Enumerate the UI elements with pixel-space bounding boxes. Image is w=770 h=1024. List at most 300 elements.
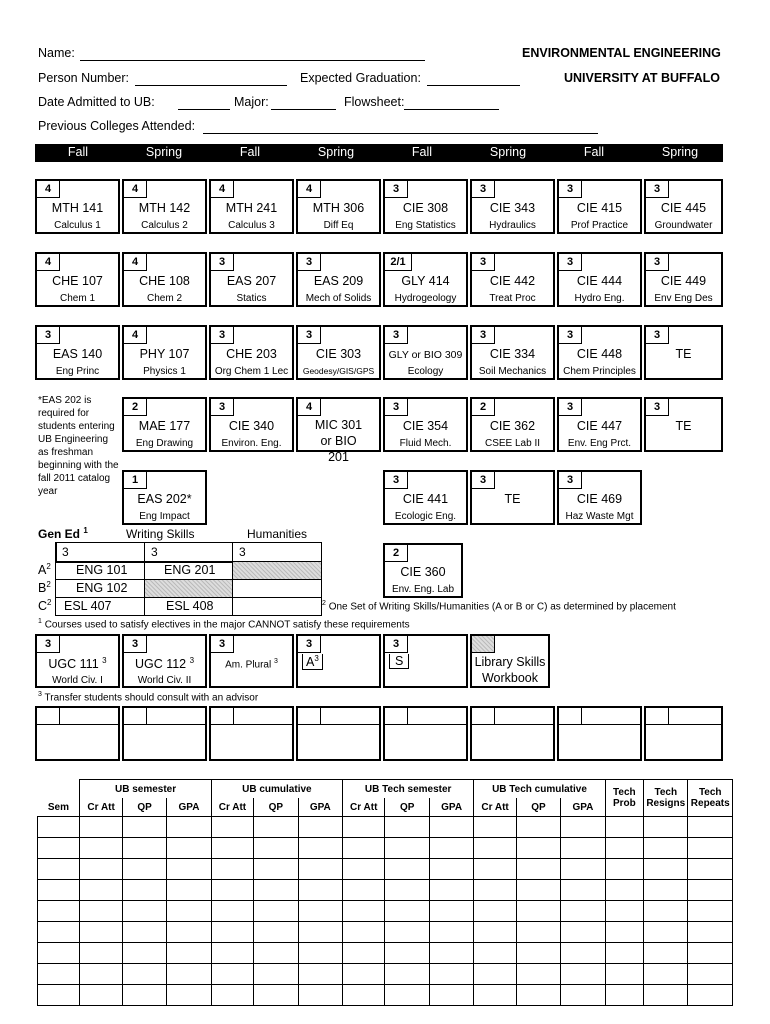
course-box[interactable] bbox=[209, 252, 294, 307]
course-title: Calculus 1 bbox=[54, 220, 101, 231]
blank-course-box[interactable] bbox=[35, 706, 120, 761]
table-cell[interactable] bbox=[605, 880, 643, 901]
course-credits: 1 bbox=[124, 472, 147, 489]
table-cell[interactable] bbox=[343, 985, 385, 1006]
library-skills-box[interactable] bbox=[470, 634, 550, 688]
grade-rows[interactable] bbox=[38, 817, 733, 1006]
table-cell[interactable] bbox=[474, 943, 516, 964]
table-cell[interactable] bbox=[80, 922, 122, 943]
table-cell[interactable] bbox=[605, 859, 643, 880]
course-code: MTH 306 bbox=[312, 201, 365, 215]
table-cell[interactable] bbox=[38, 943, 80, 964]
sem-header: Sem bbox=[38, 780, 80, 817]
course-title: Org Chem 1 Lec bbox=[214, 366, 289, 377]
course-title: Haz Waste Mgt bbox=[565, 511, 634, 522]
semester-label: Spring bbox=[661, 145, 699, 159]
course-box[interactable] bbox=[296, 397, 381, 464]
table-cell[interactable] bbox=[429, 901, 473, 922]
table-cell[interactable] bbox=[80, 838, 122, 859]
table-cell[interactable] bbox=[211, 901, 253, 922]
gened-row-label: $A^2$ bbox=[38, 562, 51, 578]
course-box[interactable] bbox=[209, 179, 294, 234]
course-title: Ecology bbox=[407, 366, 444, 377]
course-credits bbox=[646, 708, 669, 725]
course-code: CIE 442 bbox=[489, 274, 536, 288]
table-cell[interactable] bbox=[644, 838, 688, 859]
course-credits: 3 bbox=[385, 327, 408, 344]
table-cell[interactable] bbox=[474, 859, 516, 880]
subcol-header: QP bbox=[516, 798, 560, 817]
group-header: UB Tech cumulative bbox=[474, 780, 605, 799]
course-box[interactable] bbox=[557, 325, 642, 380]
gened-credits: 3 bbox=[151, 545, 158, 559]
major-label: Major: bbox=[234, 95, 269, 109]
course-title: CSEE Lab II bbox=[484, 438, 541, 449]
blank-course-box[interactable] bbox=[470, 706, 555, 761]
table-cell[interactable] bbox=[211, 922, 253, 943]
table-cell[interactable] bbox=[385, 901, 429, 922]
table-cell[interactable] bbox=[122, 922, 166, 943]
table-cell[interactable] bbox=[298, 901, 342, 922]
table-cell[interactable] bbox=[385, 985, 429, 1006]
course-code: CIE 445 bbox=[660, 201, 707, 215]
table-row[interactable] bbox=[38, 922, 733, 943]
gened-credits: 3 bbox=[62, 545, 69, 559]
course-box[interactable] bbox=[470, 470, 555, 525]
footnote-3: $^3$ Transfer students should consult with an advisor bbox=[38, 691, 259, 704]
table-cell[interactable] bbox=[211, 964, 253, 985]
table-cell[interactable] bbox=[38, 838, 80, 859]
table-cell[interactable] bbox=[688, 859, 733, 880]
flowsheet-field[interactable] bbox=[404, 95, 499, 110]
table-cell[interactable] bbox=[254, 964, 298, 985]
table-cell[interactable] bbox=[474, 922, 516, 943]
gened-credits: 3 bbox=[239, 545, 246, 559]
table-cell[interactable] bbox=[605, 838, 643, 859]
table-cell[interactable] bbox=[561, 901, 605, 922]
table-cell[interactable] bbox=[343, 964, 385, 985]
table-cell[interactable] bbox=[122, 817, 166, 838]
course-credits: 3 bbox=[646, 254, 669, 271]
gened-row-label: $B^2$ bbox=[38, 580, 51, 596]
course-title: Env. Eng Prct. bbox=[567, 438, 632, 449]
table-cell[interactable] bbox=[254, 880, 298, 901]
course-box[interactable] bbox=[383, 634, 468, 688]
course-code: CIE 343 bbox=[489, 201, 536, 215]
table-cell[interactable] bbox=[605, 964, 643, 985]
course-box[interactable] bbox=[35, 179, 120, 234]
table-cell[interactable] bbox=[254, 943, 298, 964]
table-cell[interactable] bbox=[429, 880, 473, 901]
table-cell[interactable] bbox=[429, 838, 473, 859]
course-title: Hydrogeology bbox=[394, 293, 457, 304]
table-cell[interactable] bbox=[80, 964, 122, 985]
table-cell[interactable] bbox=[474, 880, 516, 901]
table-cell[interactable] bbox=[211, 880, 253, 901]
course-box[interactable] bbox=[644, 325, 723, 380]
table-cell[interactable] bbox=[80, 985, 122, 1006]
course-box[interactable] bbox=[209, 397, 294, 452]
course-box[interactable] bbox=[557, 179, 642, 234]
course-code: CIE 334 bbox=[489, 347, 536, 361]
course-code: CIE 340 bbox=[228, 419, 275, 433]
course-credits bbox=[298, 708, 321, 725]
table-cell[interactable] bbox=[385, 964, 429, 985]
course-credits: 3 bbox=[37, 327, 60, 344]
table-cell[interactable] bbox=[429, 817, 473, 838]
subcol-header: QP bbox=[122, 798, 166, 817]
table-cell[interactable] bbox=[298, 859, 342, 880]
table-cell[interactable] bbox=[167, 817, 211, 838]
table-cell[interactable] bbox=[254, 859, 298, 880]
course-box[interactable] bbox=[296, 179, 381, 234]
table-cell[interactable] bbox=[80, 943, 122, 964]
course-box[interactable] bbox=[383, 252, 468, 307]
table-cell[interactable] bbox=[688, 964, 733, 985]
table-row[interactable] bbox=[38, 838, 733, 859]
footnote-2: $^2$ One Set of Writing Skills/Humanities (A or B or C) as determined by placement bbox=[322, 600, 676, 613]
previous-colleges-field[interactable] bbox=[203, 119, 598, 134]
course-title: World Civ. II bbox=[137, 675, 192, 686]
gened-course: ENG 201 bbox=[164, 563, 216, 577]
table-cell[interactable] bbox=[644, 985, 688, 1006]
table-cell[interactable] bbox=[688, 880, 733, 901]
course-box[interactable] bbox=[557, 397, 642, 452]
table-cell[interactable] bbox=[561, 880, 605, 901]
course-credits: 4 bbox=[211, 181, 234, 198]
course-credits: 2 bbox=[385, 545, 408, 562]
course-credits: 3 bbox=[211, 327, 234, 344]
person-number-label: Person Number: bbox=[38, 71, 130, 85]
table-cell[interactable] bbox=[561, 943, 605, 964]
course-code: CHE 107 bbox=[52, 274, 103, 288]
course-title: Fluid Mech. bbox=[399, 438, 452, 449]
table-cell[interactable] bbox=[122, 859, 166, 880]
table-cell[interactable] bbox=[688, 985, 733, 1006]
course-box[interactable] bbox=[383, 470, 468, 525]
table-cell[interactable] bbox=[385, 859, 429, 880]
table-cell[interactable] bbox=[644, 817, 688, 838]
table-cell[interactable] bbox=[254, 901, 298, 922]
table-cell[interactable] bbox=[298, 817, 342, 838]
table-cell[interactable] bbox=[474, 964, 516, 985]
course-credits: 3 bbox=[298, 636, 321, 653]
table-cell[interactable] bbox=[644, 922, 688, 943]
table-cell[interactable] bbox=[298, 880, 342, 901]
table-cell[interactable] bbox=[516, 901, 560, 922]
table-cell[interactable] bbox=[561, 859, 605, 880]
table-row[interactable] bbox=[38, 817, 733, 838]
course-box[interactable] bbox=[296, 325, 381, 380]
table-cell[interactable] bbox=[474, 985, 516, 1006]
table-cell[interactable] bbox=[516, 817, 560, 838]
table-cell[interactable] bbox=[429, 859, 473, 880]
gened-course: ENG 102 bbox=[76, 581, 128, 595]
table-row[interactable] bbox=[38, 943, 733, 964]
gened-course: ESL 408 bbox=[166, 599, 214, 613]
blank-course-box[interactable] bbox=[557, 706, 642, 761]
table-cell[interactable] bbox=[385, 817, 429, 838]
table-cell[interactable] bbox=[298, 964, 342, 985]
course-title: Chem 1 bbox=[59, 293, 95, 304]
table-cell[interactable] bbox=[80, 880, 122, 901]
table-cell[interactable] bbox=[167, 943, 211, 964]
flowsheet-label: Flowsheet: bbox=[344, 95, 405, 109]
table-cell[interactable] bbox=[38, 880, 80, 901]
table-cell[interactable] bbox=[122, 838, 166, 859]
gened-grid bbox=[55, 542, 322, 616]
blank-course-box[interactable] bbox=[122, 706, 207, 761]
table-cell[interactable] bbox=[343, 901, 385, 922]
table-cell[interactable] bbox=[474, 901, 516, 922]
table-cell[interactable] bbox=[644, 943, 688, 964]
course-box[interactable] bbox=[122, 252, 207, 307]
course-code: MTH 241 bbox=[225, 201, 278, 215]
table-cell[interactable] bbox=[644, 880, 688, 901]
table-cell[interactable] bbox=[516, 985, 560, 1006]
table-cell[interactable] bbox=[167, 880, 211, 901]
table-cell[interactable] bbox=[385, 922, 429, 943]
blank-course-box[interactable] bbox=[296, 706, 381, 761]
table-cell[interactable] bbox=[429, 922, 473, 943]
table-row[interactable] bbox=[38, 964, 733, 985]
table-cell[interactable] bbox=[38, 922, 80, 943]
table-cell[interactable] bbox=[561, 922, 605, 943]
blank-course-box[interactable] bbox=[209, 706, 294, 761]
table-cell[interactable] bbox=[688, 901, 733, 922]
course-code: S bbox=[389, 654, 409, 669]
expected-graduation-field[interactable] bbox=[427, 71, 520, 86]
course-box[interactable] bbox=[383, 397, 468, 452]
course-code: CIE 447 bbox=[576, 419, 623, 433]
table-cell[interactable] bbox=[429, 964, 473, 985]
table-cell[interactable] bbox=[644, 964, 688, 985]
table-cell[interactable] bbox=[38, 859, 80, 880]
table-cell[interactable] bbox=[343, 817, 385, 838]
course-box[interactable] bbox=[383, 179, 468, 234]
table-cell[interactable] bbox=[343, 859, 385, 880]
table-cell[interactable] bbox=[516, 838, 560, 859]
course-code: PHY 107 bbox=[139, 347, 190, 361]
table-row[interactable] bbox=[38, 880, 733, 901]
group-header: UB Tech semester bbox=[343, 780, 474, 799]
table-cell[interactable] bbox=[474, 838, 516, 859]
course-box[interactable] bbox=[470, 252, 555, 307]
major-field[interactable] bbox=[271, 95, 336, 110]
course-code: CIE 449 bbox=[660, 274, 707, 288]
tech-resigns-header: Tech Resigns bbox=[644, 780, 688, 817]
table-cell[interactable] bbox=[254, 985, 298, 1006]
table-cell[interactable] bbox=[122, 964, 166, 985]
table-cell[interactable] bbox=[605, 943, 643, 964]
course-credits: 3 bbox=[385, 636, 408, 653]
table-cell[interactable] bbox=[688, 943, 733, 964]
table-cell[interactable] bbox=[429, 985, 473, 1006]
course-credits: 3 bbox=[559, 254, 582, 271]
table-cell[interactable] bbox=[688, 817, 733, 838]
table-cell[interactable] bbox=[167, 838, 211, 859]
table-cell[interactable] bbox=[688, 922, 733, 943]
course-box[interactable] bbox=[383, 543, 463, 598]
humanities-label: Humanities bbox=[247, 527, 308, 541]
semester-label: Fall bbox=[239, 145, 261, 159]
table-cell[interactable] bbox=[254, 817, 298, 838]
table-cell[interactable] bbox=[122, 985, 166, 1006]
table-cell[interactable] bbox=[385, 838, 429, 859]
course-box[interactable] bbox=[644, 252, 723, 307]
table-row[interactable] bbox=[38, 985, 733, 1006]
course-box[interactable] bbox=[35, 252, 120, 307]
hatched-cell bbox=[472, 636, 495, 653]
table-cell[interactable] bbox=[644, 859, 688, 880]
person-number-field[interactable] bbox=[135, 71, 287, 86]
course-box[interactable] bbox=[470, 325, 555, 380]
table-cell[interactable] bbox=[561, 985, 605, 1006]
course-code: CIE 360 bbox=[400, 565, 446, 579]
table-cell[interactable] bbox=[516, 964, 560, 985]
course-credits: 3 bbox=[646, 327, 669, 344]
course-title: Chem Principles bbox=[563, 366, 636, 377]
table-cell[interactable] bbox=[688, 838, 733, 859]
blank-course-box[interactable] bbox=[383, 706, 468, 761]
table-row[interactable] bbox=[38, 901, 733, 922]
table-cell[interactable] bbox=[167, 922, 211, 943]
table-cell[interactable] bbox=[38, 901, 80, 922]
table-cell[interactable] bbox=[561, 817, 605, 838]
table-cell[interactable] bbox=[298, 943, 342, 964]
course-title: Mech of Solids bbox=[305, 293, 372, 304]
group-header: UB semester bbox=[80, 780, 211, 799]
table-cell[interactable] bbox=[298, 922, 342, 943]
table-cell[interactable] bbox=[644, 901, 688, 922]
table-cell[interactable] bbox=[516, 880, 560, 901]
course-credits: 3 bbox=[385, 399, 408, 416]
gened-course: ESL 407 bbox=[64, 599, 112, 613]
table-cell[interactable] bbox=[211, 859, 253, 880]
course-title: Calculus 2 bbox=[141, 220, 188, 231]
course-credits: 3 bbox=[472, 472, 495, 489]
subcol-header: GPA bbox=[298, 798, 342, 817]
course-box[interactable] bbox=[557, 470, 642, 525]
table-cell[interactable] bbox=[343, 838, 385, 859]
course-box[interactable] bbox=[470, 179, 555, 234]
course-credits: 3 bbox=[559, 472, 582, 489]
course-box[interactable] bbox=[557, 252, 642, 307]
writing-skills-label: Writing Skills bbox=[126, 527, 195, 541]
subcol-header: QP bbox=[385, 798, 429, 817]
table-cell[interactable] bbox=[561, 964, 605, 985]
table-cell[interactable] bbox=[516, 922, 560, 943]
table-row[interactable] bbox=[38, 859, 733, 880]
table-cell[interactable] bbox=[211, 838, 253, 859]
table-cell[interactable] bbox=[122, 943, 166, 964]
table-cell[interactable] bbox=[298, 838, 342, 859]
course-box[interactable] bbox=[644, 179, 723, 234]
table-cell[interactable] bbox=[80, 817, 122, 838]
table-cell[interactable] bbox=[80, 901, 122, 922]
table-cell[interactable] bbox=[343, 922, 385, 943]
table-cell[interactable] bbox=[429, 943, 473, 964]
course-code: TE bbox=[675, 347, 692, 361]
course-box[interactable] bbox=[296, 252, 381, 307]
table-cell[interactable] bbox=[38, 985, 80, 1006]
table-cell[interactable] bbox=[254, 922, 298, 943]
table-cell[interactable] bbox=[605, 985, 643, 1006]
course-code: GLY or BIO 309 bbox=[388, 349, 463, 361]
table-cell[interactable] bbox=[254, 838, 298, 859]
table-cell[interactable] bbox=[605, 901, 643, 922]
course-box[interactable] bbox=[122, 179, 207, 234]
blank-course-box[interactable] bbox=[644, 706, 723, 761]
table-cell[interactable] bbox=[211, 985, 253, 1006]
table-cell[interactable] bbox=[298, 985, 342, 1006]
name-field[interactable] bbox=[80, 46, 425, 61]
table-cell[interactable] bbox=[211, 817, 253, 838]
course-box[interactable] bbox=[644, 397, 723, 452]
table-cell[interactable] bbox=[385, 880, 429, 901]
course-credits bbox=[211, 708, 234, 725]
table-cell[interactable] bbox=[561, 838, 605, 859]
table-cell[interactable] bbox=[605, 817, 643, 838]
table-cell[interactable] bbox=[167, 985, 211, 1006]
table-cell[interactable] bbox=[516, 943, 560, 964]
table-cell[interactable] bbox=[80, 859, 122, 880]
course-credits: 2 bbox=[472, 399, 495, 416]
table-cell[interactable] bbox=[516, 859, 560, 880]
table-cell[interactable] bbox=[122, 880, 166, 901]
table-cell[interactable] bbox=[474, 817, 516, 838]
course-box[interactable] bbox=[35, 634, 120, 688]
course-credits: 3 bbox=[385, 472, 408, 489]
table-cell[interactable] bbox=[343, 943, 385, 964]
table-cell[interactable] bbox=[343, 880, 385, 901]
course-code: MTH 141 bbox=[51, 201, 104, 215]
course-credits: 4 bbox=[298, 181, 321, 198]
course-code: UGC 111 $^3$ bbox=[48, 656, 107, 672]
table-cell[interactable] bbox=[385, 943, 429, 964]
course-box[interactable] bbox=[209, 325, 294, 380]
course-box[interactable] bbox=[122, 397, 207, 452]
course-code: EAS 140 bbox=[52, 347, 103, 361]
course-code: CIE 415 bbox=[576, 201, 623, 215]
table-cell[interactable] bbox=[167, 901, 211, 922]
course-box[interactable] bbox=[470, 397, 555, 452]
table-cell[interactable] bbox=[38, 817, 80, 838]
table-cell[interactable] bbox=[211, 943, 253, 964]
table-cell[interactable] bbox=[167, 859, 211, 880]
course-box[interactable] bbox=[122, 470, 207, 525]
course-credits: 3 bbox=[646, 181, 669, 198]
table-cell[interactable] bbox=[605, 922, 643, 943]
eas-note: *EAS 202 is required for students entering UB Engineering as freshman beginning with the fall 2011 catalog year bbox=[38, 395, 119, 497]
course-box[interactable] bbox=[35, 325, 120, 380]
course-credits: 2/1 bbox=[385, 254, 412, 271]
table-cell[interactable] bbox=[122, 901, 166, 922]
course-box[interactable] bbox=[122, 634, 207, 688]
course-credits bbox=[385, 708, 408, 725]
subcol-header: QP bbox=[254, 798, 298, 817]
semester-label: Fall bbox=[583, 145, 605, 159]
course-box[interactable] bbox=[296, 634, 381, 688]
table-cell[interactable] bbox=[38, 964, 80, 985]
table-cell[interactable] bbox=[167, 964, 211, 985]
library-skills-label: Library Skills Workbook bbox=[474, 655, 546, 685]
subcol-header: GPA bbox=[561, 798, 605, 817]
course-box[interactable] bbox=[383, 325, 468, 380]
date-admitted-field[interactable] bbox=[178, 95, 230, 110]
course-box[interactable] bbox=[122, 325, 207, 380]
course-box[interactable] bbox=[209, 634, 294, 688]
